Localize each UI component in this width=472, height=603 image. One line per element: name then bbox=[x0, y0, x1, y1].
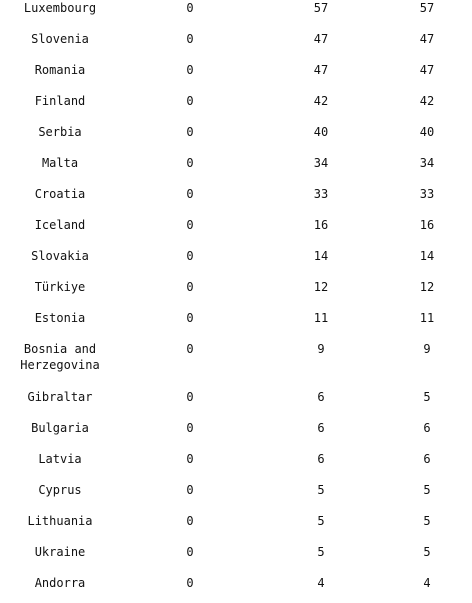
value-cell-3: 12 bbox=[419, 280, 435, 294]
country-cell: Estonia bbox=[34, 311, 86, 325]
table-row bbox=[0, 572, 472, 603]
value-cell-1: 0 bbox=[186, 63, 194, 77]
value-cell-2: 6 bbox=[317, 421, 325, 435]
value-cell-1: 0 bbox=[186, 32, 194, 46]
value-cell-3: 16 bbox=[419, 218, 435, 232]
value-cell-1: 0 bbox=[186, 483, 194, 497]
value-cell-3: 14 bbox=[419, 249, 435, 263]
table-row bbox=[0, 245, 472, 276]
country-cell: Bosnia and Herzegovina bbox=[20, 342, 100, 372]
value-cell-2: 40 bbox=[313, 125, 329, 139]
value-cell-1: 0 bbox=[186, 452, 194, 466]
value-cell-1: 0 bbox=[186, 280, 194, 294]
value-cell-2: 47 bbox=[313, 32, 329, 46]
table-row bbox=[0, 276, 472, 307]
value-cell-3: 40 bbox=[419, 125, 435, 139]
table-row bbox=[0, 90, 472, 121]
table-row bbox=[0, 338, 472, 386]
country-cell: Slovakia bbox=[31, 249, 89, 263]
value-cell-1: 0 bbox=[186, 1, 194, 15]
table-row bbox=[0, 59, 472, 90]
country-cell: Iceland bbox=[34, 218, 86, 232]
value-cell-2: 11 bbox=[313, 311, 329, 325]
country-cell: Slovenia bbox=[31, 32, 89, 46]
value-cell-2: 6 bbox=[317, 452, 325, 466]
value-cell-3: 9 bbox=[423, 342, 431, 356]
value-cell-3: 4 bbox=[423, 576, 431, 590]
value-cell-3: 6 bbox=[423, 452, 431, 466]
value-cell-3: 6 bbox=[423, 421, 431, 435]
table-row bbox=[0, 386, 472, 417]
value-cell-1: 0 bbox=[186, 390, 194, 404]
country-cell: Gibraltar bbox=[27, 390, 93, 404]
value-cell-3: 5 bbox=[423, 514, 431, 528]
value-cell-2: 57 bbox=[313, 1, 329, 15]
country-cell: Cyprus bbox=[38, 483, 82, 497]
country-cell: Malta bbox=[41, 156, 79, 170]
country-cell: Finland bbox=[34, 94, 86, 108]
value-cell-3: 33 bbox=[419, 187, 435, 201]
value-cell-3: 57 bbox=[419, 1, 435, 15]
value-cell-3: 42 bbox=[419, 94, 435, 108]
value-cell-1: 0 bbox=[186, 187, 194, 201]
country-cell: Serbia bbox=[38, 125, 82, 139]
table-row bbox=[0, 307, 472, 338]
value-cell-2: 5 bbox=[317, 514, 325, 528]
value-cell-3: 47 bbox=[419, 63, 435, 77]
value-cell-3: 5 bbox=[423, 545, 431, 559]
country-cell: Luxembourg bbox=[23, 1, 97, 15]
value-cell-2: 47 bbox=[313, 63, 329, 77]
table-row bbox=[0, 417, 472, 448]
value-cell-2: 33 bbox=[313, 187, 329, 201]
value-cell-1: 0 bbox=[186, 218, 194, 232]
country-cell: Croatia bbox=[34, 187, 86, 201]
country-cell: Lithuania bbox=[27, 514, 93, 528]
value-cell-2: 16 bbox=[313, 218, 329, 232]
table-row bbox=[0, 121, 472, 152]
value-cell-1: 0 bbox=[186, 342, 194, 356]
table-row bbox=[0, 28, 472, 59]
value-cell-3: 5 bbox=[423, 390, 431, 404]
value-cell-2: 5 bbox=[317, 483, 325, 497]
table-row bbox=[0, 510, 472, 541]
table-row bbox=[0, 0, 472, 28]
country-cell: Türkiye bbox=[34, 280, 86, 294]
value-cell-2: 5 bbox=[317, 545, 325, 559]
table-row bbox=[0, 152, 472, 183]
value-cell-2: 14 bbox=[313, 249, 329, 263]
table-row bbox=[0, 479, 472, 510]
table-row bbox=[0, 448, 472, 479]
country-cell: Bulgaria bbox=[31, 421, 89, 435]
value-cell-2: 34 bbox=[313, 156, 329, 170]
value-cell-1: 0 bbox=[186, 311, 194, 325]
value-cell-1: 0 bbox=[186, 249, 194, 263]
value-cell-1: 0 bbox=[186, 125, 194, 139]
country-cell: Andorra bbox=[34, 576, 86, 590]
table-row bbox=[0, 214, 472, 245]
value-cell-3: 34 bbox=[419, 156, 435, 170]
value-cell-1: 0 bbox=[186, 156, 194, 170]
country-cell: Latvia bbox=[38, 452, 82, 466]
value-cell-3: 47 bbox=[419, 32, 435, 46]
value-cell-2: 6 bbox=[317, 390, 325, 404]
value-cell-1: 0 bbox=[186, 576, 194, 590]
value-cell-1: 0 bbox=[186, 545, 194, 559]
value-cell-2: 4 bbox=[317, 576, 325, 590]
country-cell: Ukraine bbox=[34, 545, 86, 559]
value-cell-2: 42 bbox=[313, 94, 329, 108]
value-cell-3: 5 bbox=[423, 483, 431, 497]
value-cell-2: 9 bbox=[317, 342, 325, 356]
value-cell-1: 0 bbox=[186, 514, 194, 528]
value-cell-3: 11 bbox=[419, 311, 435, 325]
table-row bbox=[0, 541, 472, 572]
value-cell-1: 0 bbox=[186, 421, 194, 435]
country-cell: Romania bbox=[34, 63, 86, 77]
value-cell-2: 12 bbox=[313, 280, 329, 294]
table-row bbox=[0, 183, 472, 214]
value-cell-1: 0 bbox=[186, 94, 194, 108]
